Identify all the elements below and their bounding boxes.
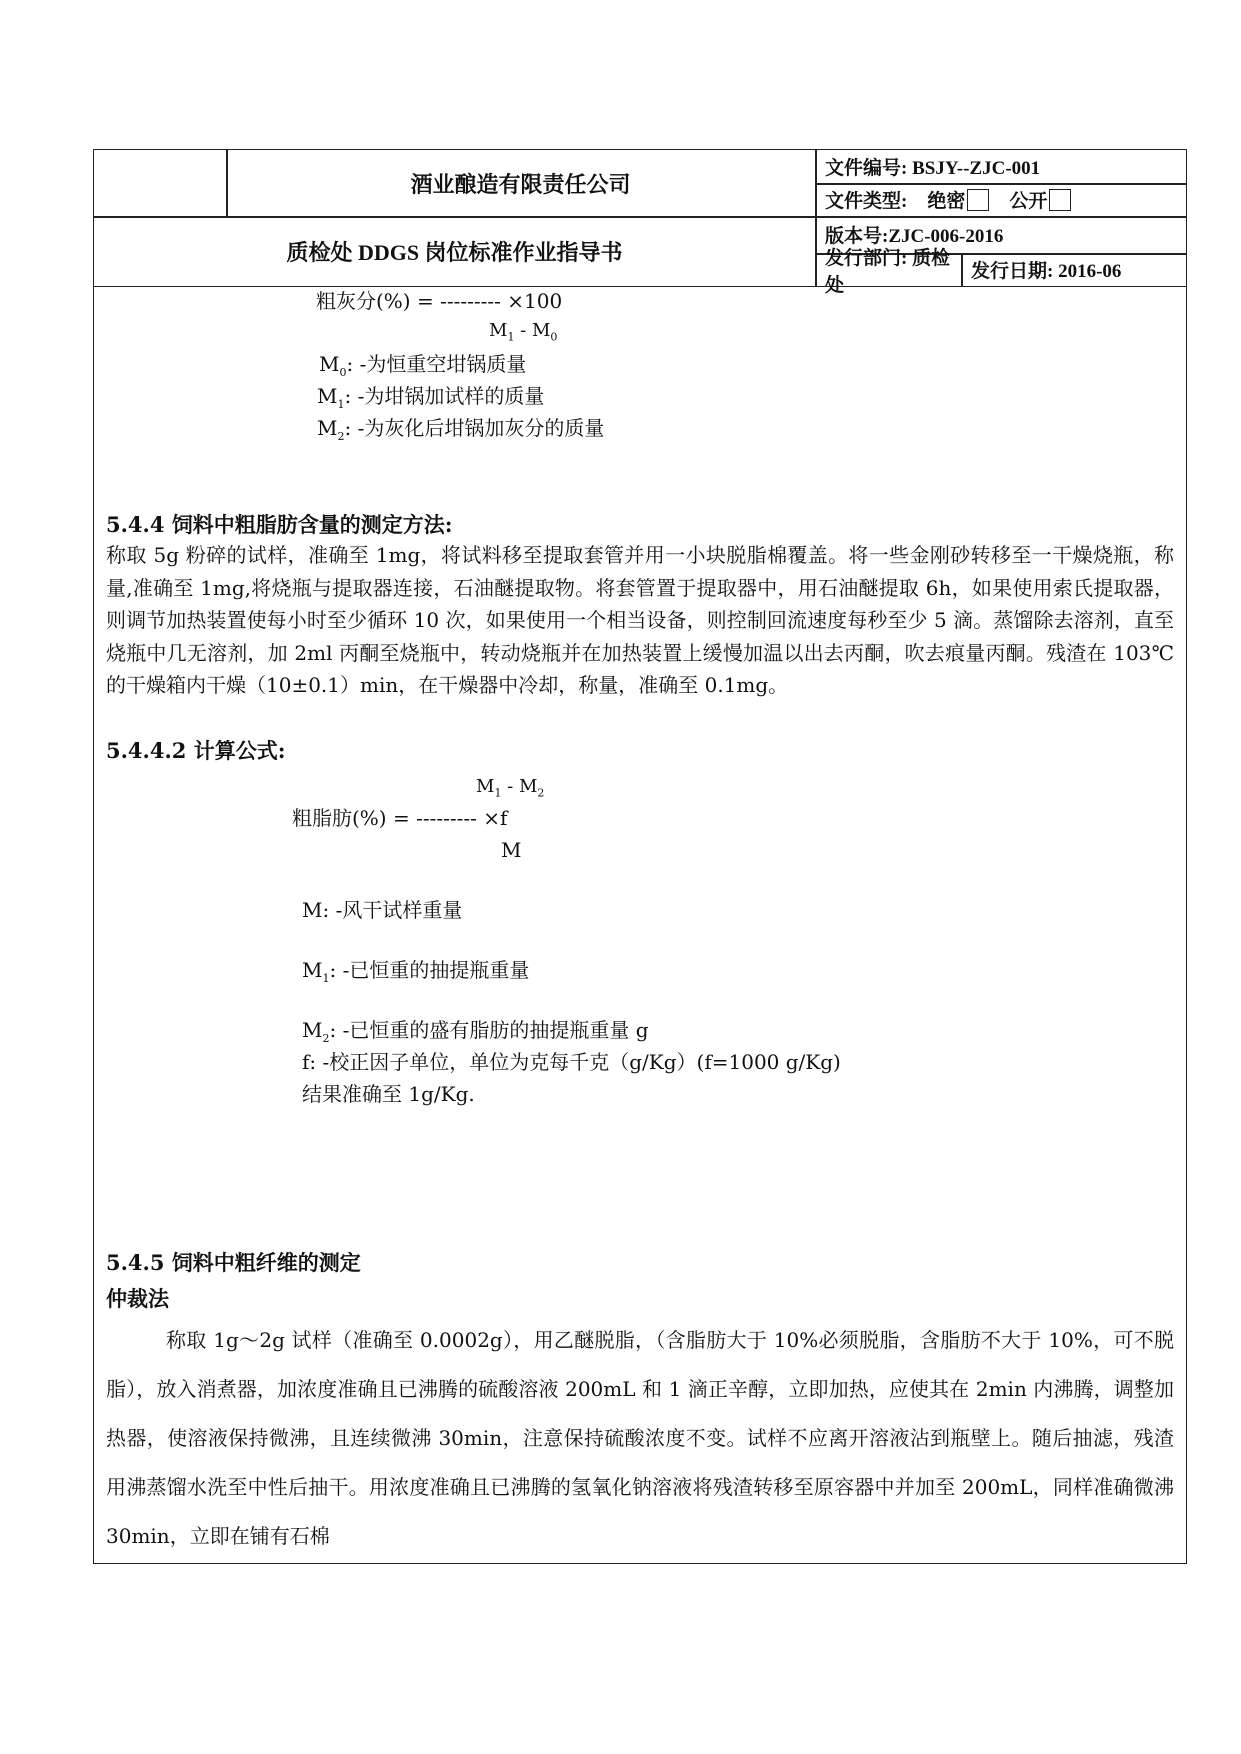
fiber-method-subheading: 仲裁法 xyxy=(106,1286,169,1311)
ash-m1-definition: $M_1$: -为坩锅加试样的质量 xyxy=(317,384,545,411)
ash-m2-definition: $M_2$: -为灰化后坩锅加灰分的质量 xyxy=(317,416,605,443)
fat-f-definition: f: -校正因子单位，单位为克每千克（g/Kg）(f=1000 g/Kg) xyxy=(302,1050,841,1074)
document-title: 质检处 DDGS 岗位标准作业指导书 xyxy=(286,239,623,265)
ash-formula: 粗灰分(%) = --------- ×100 xyxy=(316,289,563,313)
issue-date: 发行日期: 2016-06 xyxy=(971,261,1122,282)
fat-m2-definition: $M_2$: -已恒重的盛有脂肪的抽提瓶重量 g xyxy=(302,1018,649,1045)
fat-procedure-paragraph: 称取 5g 粉碎的试样，准确至 1mg，将试料移至提取套管并用一小块脱脂棉覆盖。将一些金刚砂转移至一干燥烧瓶，称量,准确至 1mg,将烧瓶与提取器连接，石油醚提取物。将套管置于提取器中，用石油醚提取 6h，如果使用索氏提取器，则调节加热装置使每小时至少循环 10 次，如果使用一个相当设备，则控制回流速度每秒至少 5 滴。蒸馏除去溶剂，直至烧瓶中几无溶剂，加 2ml 丙酮至烧瓶中，转动烧瓶并在加热装置上缓慢加温以出去丙酮，吹去痕量丙酮。残渣在 103℃的干燥箱内干燥（10±0.1）min，在干燥器中冷却，称量，准确至 0.1mg。 xyxy=(106,543,1174,697)
dept: 发行部门: 质检处 xyxy=(825,247,951,296)
doc-type xyxy=(815,183,1186,216)
document-content xyxy=(94,286,1186,1563)
fat-numerator: $M_1 - M_2$ xyxy=(476,776,545,800)
fat-formula: 粗脂肪(%) = --------- ×f xyxy=(292,806,508,830)
fat-denominator: M xyxy=(501,838,522,862)
secret-checkbox[interactable] xyxy=(967,189,989,211)
document-header xyxy=(94,150,1186,296)
fat-m1-definition: $M_1$: -已恒重的抽提瓶重量 xyxy=(302,958,530,985)
doc-number: 文件编号: BSJY--ZJC-001 xyxy=(825,158,1041,179)
fiber-procedure-paragraph: 称取 1g～2g 试样（准确至 0.0002g），用乙醚脱脂，（含脂肪大于 10%必须脱脂，含脂肪不大于 10%，可不脱脂），放入消煮器，加浓度准确且已沸腾的硫酸溶液 200mL 和 1 滴正辛醇，立即加热，应使其在 2min 内沸腾，调整加热器，使溶液保持微沸，且连续微沸 30min，注意保持硫酸浓度不变。试样不应离开溶液沾到瓶壁上。随后抽滤，残渣用沸蒸馏水洗至中性后抽干。用浓度准确且已沸腾的氢氧化钠溶液将残渣转移至原容器中并加至 200mL，同样准确微沸 30min，立即在铺有石棉 xyxy=(106,1328,1174,1548)
fat-result-precision: 结果准确至 1g/Kg. xyxy=(302,1082,475,1106)
version: 版本号:ZJC-006-2016 xyxy=(825,226,1004,247)
public-label: 公开 xyxy=(1009,191,1048,212)
fat-m-definition: M: -风干试样重量 xyxy=(302,898,463,922)
public-checkbox[interactable] xyxy=(1049,189,1071,211)
fat-calc-heading: 5.4.4.2 计算公式: xyxy=(106,738,286,763)
document-page xyxy=(93,149,1187,1564)
doc-type-label: 文件类型: xyxy=(825,191,908,212)
secret-label: 绝密 xyxy=(927,191,966,212)
ash-denominator: $M_1 - M_0$ xyxy=(489,320,558,344)
company-name: 酒业酿造有限责任公司 xyxy=(410,171,631,197)
fat-section-heading: 5.4.4 饲料中粗脂肪含量的测定方法: xyxy=(106,512,453,537)
fiber-section-heading: 5.4.5 饲料中粗纤维的测定 xyxy=(106,1250,361,1275)
ash-m0-definition: $M_0$: -为恒重空坩锅质量 xyxy=(319,352,527,379)
